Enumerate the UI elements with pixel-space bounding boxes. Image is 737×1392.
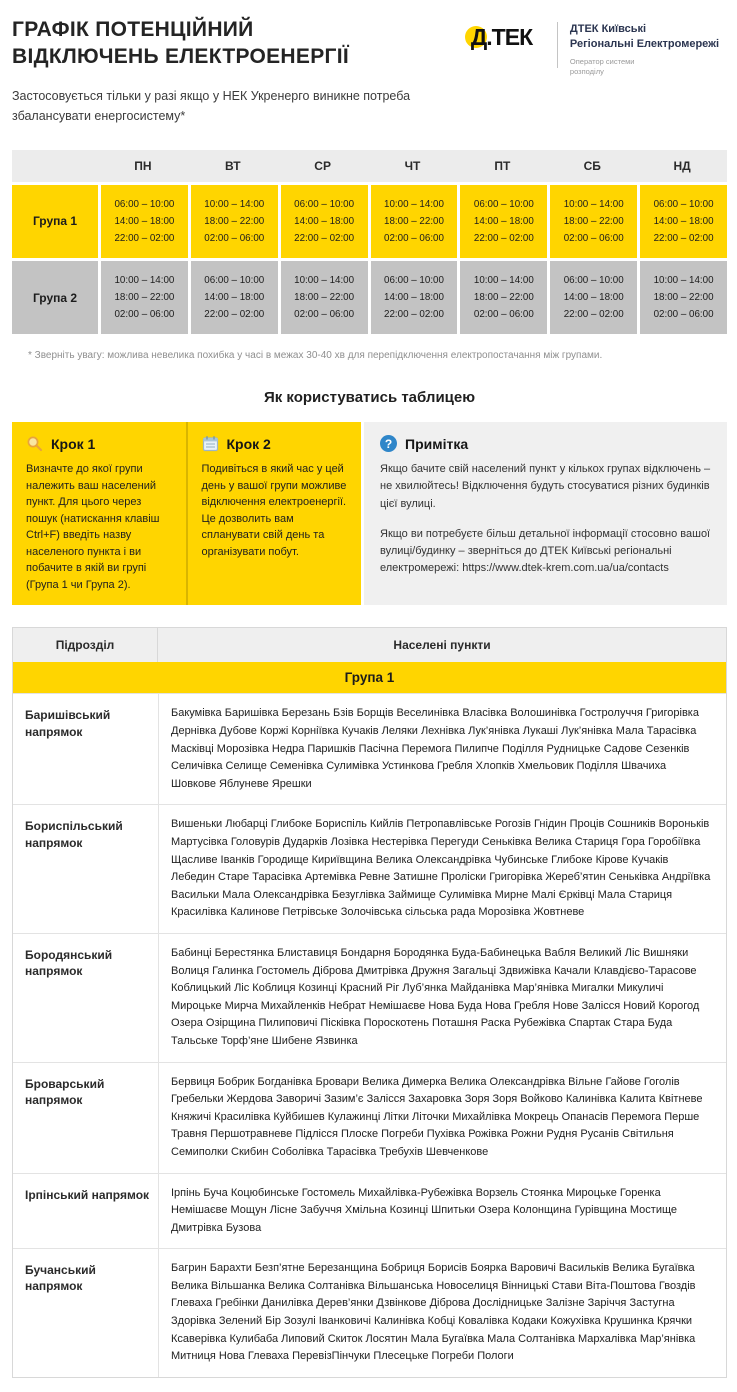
time-slot: 22:00 – 02:00 xyxy=(204,309,265,321)
page-title-line1: ГРАФІК ПОТЕНЦІЙНИЙ xyxy=(12,18,254,41)
district-name: Бориспільський напрямок xyxy=(25,819,123,850)
district-name: Баришівський напрямок xyxy=(25,708,111,739)
group-label: Група 1 xyxy=(12,185,98,258)
howto-title: Як користуватись таблицею xyxy=(263,389,476,407)
step-1-title: Крок 1 xyxy=(51,435,96,452)
time-slot: 02:00 – 06:00 xyxy=(294,309,355,321)
time-slot: 14:00 – 18:00 xyxy=(114,215,175,227)
question-icon: ? xyxy=(380,435,397,452)
time-slot: 14:00 – 18:00 xyxy=(473,215,534,227)
page-title xyxy=(12,16,442,71)
note-paragraph-2-text: Якщо ви потребуєте більш детальної інформації стосовно вашої вулиці/будинку – зверніться до ДТЕК Київські регіональні електромережі: xyxy=(380,527,711,574)
time-slot: 10:00 – 14:00 xyxy=(114,275,175,287)
settlements-table-header xyxy=(13,628,726,662)
time-slot: 02:00 – 06:00 xyxy=(473,309,534,321)
table-row xyxy=(13,1248,726,1377)
time-slot: 14:00 – 18:00 xyxy=(384,292,444,304)
time-slot-cell xyxy=(101,185,188,258)
time-slot: 06:00 – 10:00 xyxy=(653,198,714,210)
document-header xyxy=(12,16,727,126)
time-slot: 10:00 – 14:00 xyxy=(563,198,624,210)
time-slot: 02:00 – 06:00 xyxy=(563,232,624,244)
time-slot-cell xyxy=(550,261,637,334)
step-2-header xyxy=(202,435,348,452)
time-slot: 18:00 – 22:00 xyxy=(114,292,175,304)
column-header-district: Підрозділ xyxy=(13,628,158,662)
step-1-header xyxy=(26,435,172,452)
time-slot-cell xyxy=(640,185,727,258)
district-name: Ірпінський напрямок xyxy=(25,1187,150,1202)
time-slot: 14:00 – 18:00 xyxy=(653,215,714,227)
table-row xyxy=(13,693,726,804)
group-1-section-header: Група 1 xyxy=(13,662,726,693)
time-slot: 10:00 – 14:00 xyxy=(473,275,534,287)
time-slot: 22:00 – 02:00 xyxy=(563,309,624,321)
operator-line1: Оператор системи xyxy=(569,56,635,66)
logo-divider xyxy=(557,22,558,68)
note-title: Примітка xyxy=(405,435,469,452)
time-slot-cell xyxy=(101,261,188,334)
note-paragraph-1: Якщо бачите свій населений пункт у кількох групах відключень – не хвилюйтесь! Відключення будуть стосуватися різних будинків цієї вулиці. xyxy=(380,463,711,510)
district-name: Бородянський напрямок xyxy=(25,947,113,979)
table-row xyxy=(13,1062,726,1173)
operator-caption xyxy=(570,57,719,78)
schedule-body xyxy=(12,185,727,335)
time-slot: 02:00 – 06:00 xyxy=(653,309,714,321)
time-slot: 06:00 – 10:00 xyxy=(563,275,624,287)
schedule-footnote: * Зверніть увагу: можлива невелика похибка у часі в межах 30-40 хв для перепідключення електропостачання між групами. xyxy=(28,350,603,362)
table-row xyxy=(13,804,726,933)
time-slot: 10:00 – 14:00 xyxy=(294,275,355,287)
header-left xyxy=(12,16,442,126)
dtek-logo-block xyxy=(465,22,719,78)
calendar-icon xyxy=(202,435,219,452)
table-row xyxy=(13,933,726,1062)
time-slot: 14:00 – 18:00 xyxy=(294,215,355,227)
settlements-list: Бервиця Бобрик Богданівка Бровари Велика Димерка Велика Олександрівка Вільне Гайове Гоголів Гребельки Жердова Заворичі Зазим’є Залісся Захаровка Зоря Зоря Войково Калинівка Калита Квітневе Княжичі Красилівка Куйбишев Кулажинці Літки Літочки Михайлівка Мокрець Опанасів Перемога Перше Травня Першотравневе Підлісся Плоске Погреби Пухівка Рожівка Рожни Рудня Русанів Світильня Семиполки Скибин Соболівка Тарасівка Требухів Шевченкове xyxy=(158,1063,726,1173)
time-slot: 18:00 – 22:00 xyxy=(563,215,624,227)
time-slot: 06:00 – 10:00 xyxy=(473,198,534,210)
time-slot: 18:00 – 22:00 xyxy=(294,292,355,304)
time-slot: 22:00 – 02:00 xyxy=(114,232,175,244)
day-header: СР xyxy=(314,158,331,173)
outage-schedule-table xyxy=(12,150,727,335)
contacts-link[interactable]: https://www.dtek-krem.com.ua/ua/contacts xyxy=(462,561,669,574)
step-1-text: Визначте до якої групи належить ваш населений пункт. Для цього через пошук (натискання клавіш Ctrl+F) введіть назву населеного пункта і ви побачите в якій ви групі (Група 1 чи Група 2). xyxy=(26,463,160,591)
time-slot: 18:00 – 22:00 xyxy=(473,292,534,304)
time-slot-cell xyxy=(640,261,727,334)
day-header: ВТ xyxy=(225,158,241,173)
time-slot: 02:00 – 06:00 xyxy=(114,309,175,321)
time-slot: 18:00 – 22:00 xyxy=(204,215,265,227)
day-header: ПН xyxy=(134,158,152,173)
settlements-table xyxy=(12,627,727,1377)
schedule-group-row xyxy=(12,185,727,258)
group-label: Група 2 xyxy=(12,261,98,334)
table-row xyxy=(13,1173,726,1249)
time-slot: 18:00 – 22:00 xyxy=(384,215,444,227)
time-slot: 18:00 – 22:00 xyxy=(653,292,714,304)
time-slot: 02:00 – 06:00 xyxy=(204,232,265,244)
time-slot: 22:00 – 02:00 xyxy=(473,232,534,244)
time-slot-cell xyxy=(371,261,458,334)
settlements-list: Вишеньки Любарці Глибоке Бориспіль Кийлів Петропавлівське Рогозів Гнідин Проців Сошників Вороньків Мартусівка Головурів Дударків Лозівка Нестерівка Перегуди Сеньківка Велика Стариця Гора Горобіївка Щасливе Іванків Городище Кириївщина Велика Олександрівка Чубинське Глибоке Кірове Кучаків Лебедин Старе Тарасівка Артемівка Ревне Затишне Проліски Григорівка Жереб’ятин Сеньківка Андріївка Васильки Мала Олександрівка Безуглівка Займище Сулимівка Мирне Малі Єрківці Мала Стариця Красилівка Калинове Петрівське Золочівська сільська рада Морозівка Жовтневе xyxy=(158,805,726,933)
time-slot: 10:00 – 14:00 xyxy=(653,275,714,287)
step-2-text: Подивіться в який час у цей день у вашої групи можливе відключення електроенергії. Це дозволить вам спланувати свій день та організувати побут. xyxy=(201,463,347,558)
settlements-list: Ірпінь Буча Коцюбинське Гостомель Михайлівка-Рубежівка Ворзель Стоянка Мироцьке Горенка Немішаєве Мощун Лісне Забуччя Хмільна Козинці Шпитьки Озера Колонщина Гурівщина Мостище Дмитрівка Бузова xyxy=(158,1174,726,1249)
time-slot: 14:00 – 18:00 xyxy=(563,292,624,304)
time-slot-cell xyxy=(460,261,547,334)
page-subtitle: Застосовується тільки у разі якщо у НЕК Укренерго виникне потреба збалансувати енергосистему* xyxy=(12,88,411,123)
day-header: ЧТ xyxy=(404,158,421,173)
step-2-box xyxy=(186,422,362,605)
schedule-group-row xyxy=(12,261,727,334)
note-paragraph-2 xyxy=(380,526,711,577)
time-slot: 10:00 – 14:00 xyxy=(204,198,265,210)
time-slot: 14:00 – 18:00 xyxy=(204,292,265,304)
time-slot: 22:00 – 02:00 xyxy=(384,309,444,321)
search-icon xyxy=(26,435,43,452)
dtek-logo-icon xyxy=(465,22,551,56)
time-slot: 06:00 – 10:00 xyxy=(384,275,444,287)
logo-brand-text: Д.ТЕК xyxy=(470,24,533,50)
time-slot-cell xyxy=(550,185,637,258)
time-slot-cell xyxy=(281,261,368,334)
column-header-settlements: Населені пункти xyxy=(393,638,491,653)
time-slot: 02:00 – 06:00 xyxy=(384,232,444,244)
company-name-line1: ДТЕК Київські xyxy=(569,23,647,35)
schedule-days-row xyxy=(12,150,727,182)
day-header: ПТ xyxy=(494,158,511,173)
time-slot-cell xyxy=(281,185,368,258)
logo-caption xyxy=(570,22,719,78)
day-header: СБ xyxy=(583,158,601,173)
district-name: Броварський напрямок xyxy=(25,1076,105,1107)
settlements-table-body xyxy=(13,693,726,1376)
company-name-line2: Регіональні Електромережі xyxy=(569,37,719,50)
note-box xyxy=(364,422,727,605)
page-title-line2: ВІДКЛЮЧЕНЬ ЕЛЕКТРОЕНЕРГІЇ xyxy=(12,45,349,69)
settlements-list: Бакумівка Баришівка Березань Бзів Борщів Веселинівка Власівка Волошинівка Гостролуччя Григорівка Дернівка Дубове Коржі Корніївка Кучаків Леляки Лехнівка Лук’янівка Лукаші Лук’янівка Мала Тарасівка Масківці Морозівка Недра Паришків Пасічна Перемога Пилипче Поділля Рудницьке Садове Сезенків Селичівка Селище Семенівка Сулимівка Устинкова Гребля Хлопків Хмельовик Поділля Швачиха Шовкове Яблуневе Ярешки xyxy=(158,694,726,804)
day-header: НД xyxy=(673,158,691,173)
operator-line2: розподілу xyxy=(569,67,604,77)
settlements-list: Бабинці Берестянка Блиставиця Бондарня Бородянка Буда-Бабинецька Вабля Великий Ліс Вишняки Волиця Галинка Гостомель Діброва Дмитрівка Дружня Загальці Здвижівка Качали Клавдієво-Тарасове Коблицький Ліс Коблиця Козинці Красний Ріг Луб’янка Майданівка Мар’янівка Мигалки Микуличі Мироцьке Мирча Михайленків Небрат Немішаєве Нова Буда Нова Гребля Нове Залісся Новий Корогод Озера Озірщина Пилиповичі Пісківка Пороскотень Поташня Раска Рубежівка Спартак Стара Буда Тальське Торф’яне Шибене Язвинка xyxy=(158,934,726,1062)
district-name: Бучанський напрямок xyxy=(25,1263,96,1294)
step-2-title: Крок 2 xyxy=(226,435,271,452)
steps-container xyxy=(12,422,361,605)
time-slot: 06:00 – 10:00 xyxy=(114,198,175,210)
step-1-box xyxy=(12,422,186,605)
time-slot: 06:00 – 10:00 xyxy=(294,198,355,210)
time-slot-cell xyxy=(460,185,547,258)
time-slot-cell xyxy=(191,261,278,334)
time-slot-cell xyxy=(371,185,458,258)
settlements-list: Багрин Барахти Безп’ятне Березанщина Бобриця Борисів Боярка Варовичі Васильків Велика Бугаївка Велика Вільшанка Велика Солтанівка Вільшанська Новоселиця Вінницькі Стави Віта-Поштова Гвоздів Глеваха Гребінки Данилівка Дерев’янки Дзвінкове Діброва Дослідницьке Залізне Заріччя Застугна Здорівка Зелений Бір Зозулі Іванковичі Калинівка Кобці Ковалівка Кодаки Кожухівка Крушинка Крячки Ксаверівка Кулибаба Липовий Скиток Лосятин Мала Бугаївка Мала Солтанівка Мархалівка Мар’янівка Митниця Нова Глеваха ПеревізПінчуки Плесецьке Погреби Пологи xyxy=(158,1249,726,1377)
time-slot: 22:00 – 02:00 xyxy=(653,232,714,244)
note-header xyxy=(380,435,711,452)
time-slot: 22:00 – 02:00 xyxy=(294,232,355,244)
company-name xyxy=(570,22,719,52)
howto-boxes xyxy=(12,422,727,605)
time-slot-cell xyxy=(191,185,278,258)
time-slot: 06:00 – 10:00 xyxy=(204,275,265,287)
time-slot: 10:00 – 14:00 xyxy=(384,198,444,210)
